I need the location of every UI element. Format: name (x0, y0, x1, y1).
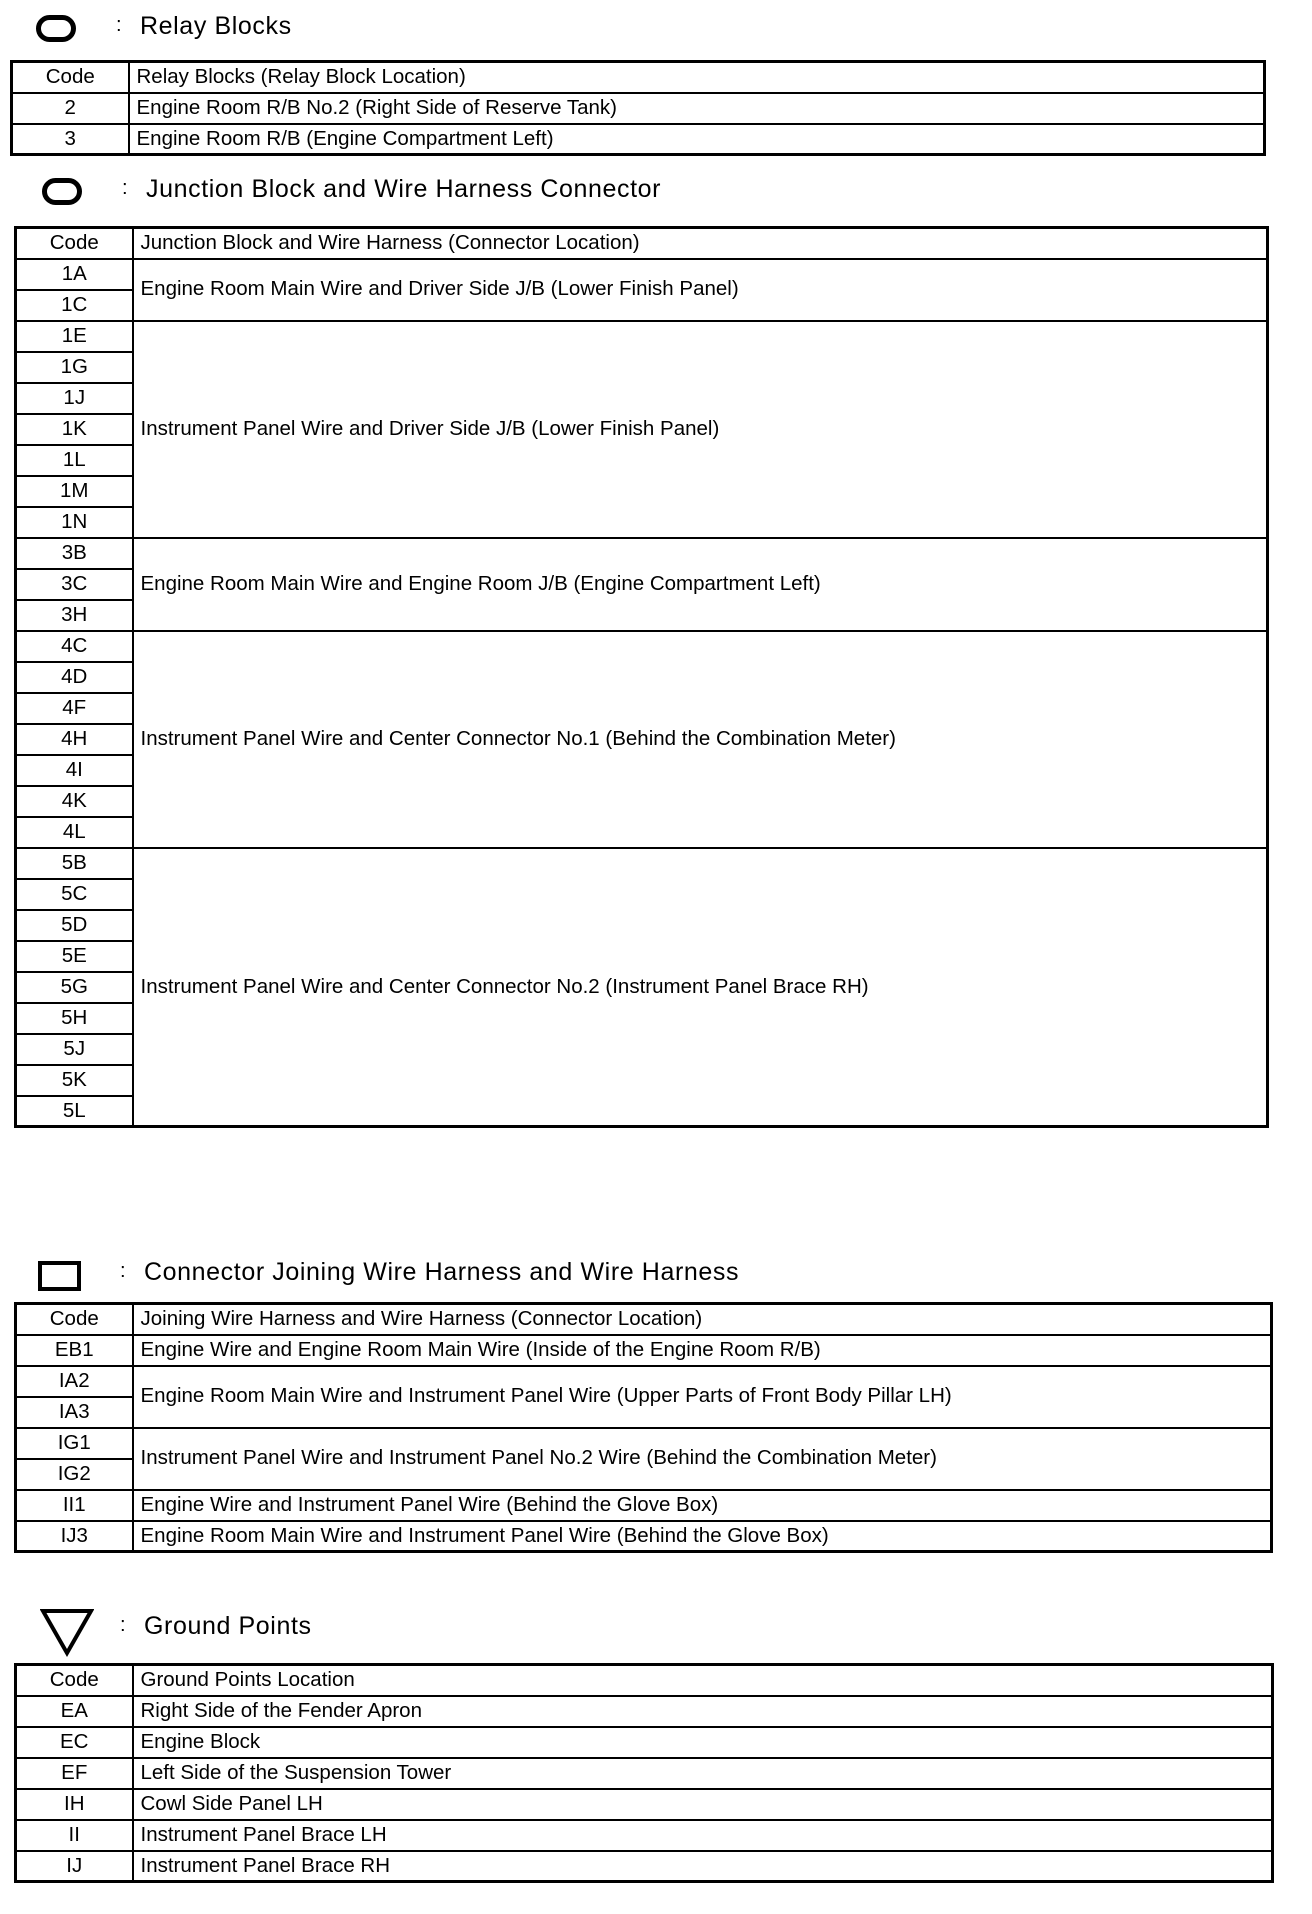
code-cell: 3 (12, 124, 129, 155)
table-row (16, 1758, 1273, 1789)
table-row (16, 321, 1268, 352)
code-cell: 5C (16, 879, 133, 910)
code-cell: 5E (16, 941, 133, 972)
location-cell: Engine Room R/B No.2 (Right Side of Reserve Tank) (129, 93, 1265, 124)
location-cell: Right Side of the Fender Apron (133, 1696, 1273, 1727)
ground-points-title: Ground Points (144, 1612, 312, 1640)
relay-blocks-heading (36, 12, 436, 52)
code-cell: IA2 (16, 1366, 133, 1397)
connector-joining-colon: : (120, 1260, 126, 1282)
code-cell: II1 (16, 1490, 133, 1521)
table-row (16, 259, 1268, 290)
table-row (16, 538, 1268, 569)
code-cell: 1C (16, 290, 133, 321)
code-cell: 4H (16, 724, 133, 755)
ground-triangle-icon (40, 1608, 94, 1658)
code-cell: 5G (16, 972, 133, 1003)
code-cell: 5K (16, 1065, 133, 1096)
location-cell: Left Side of the Suspension Tower (133, 1758, 1273, 1789)
code-cell: 1G (16, 352, 133, 383)
table-row (16, 631, 1268, 662)
location-cell: Engine Wire and Engine Room Main Wire (Inside of the Engine Room R/B) (133, 1335, 1272, 1366)
code-cell: 5D (16, 910, 133, 941)
table-row (16, 1696, 1273, 1727)
table-row (12, 93, 1265, 124)
code-cell: EA (16, 1696, 133, 1727)
code-cell: 1L (16, 445, 133, 476)
code-cell: IJ3 (16, 1521, 133, 1552)
code-cell: 1J (16, 383, 133, 414)
code-cell: II (16, 1820, 133, 1851)
table-header-row (16, 228, 1268, 259)
junction-block-heading (42, 175, 742, 215)
code-cell: 1M (16, 476, 133, 507)
code-cell: 3C (16, 569, 133, 600)
location-cell: Engine Room Main Wire and Instrument Panel Wire (Upper Parts of Front Body Pillar LH) (133, 1366, 1272, 1428)
table-header-row (12, 62, 1265, 93)
ground-points-colon: : (120, 1614, 126, 1636)
table-row (16, 848, 1268, 879)
table-row (16, 1521, 1272, 1552)
table-row (16, 1727, 1273, 1758)
code-cell: 2 (12, 93, 129, 124)
location-column-header: Relay Blocks (Relay Block Location) (129, 62, 1265, 93)
ground-points-heading (40, 1608, 440, 1658)
code-cell: IA3 (16, 1397, 133, 1428)
connector-rectangle-icon (38, 1261, 81, 1291)
code-cell: 4K (16, 786, 133, 817)
code-cell: 1N (16, 507, 133, 538)
code-cell: 3H (16, 600, 133, 631)
location-cell: Instrument Panel Wire and Instrument Panel No.2 Wire (Behind the Combination Meter) (133, 1428, 1272, 1490)
code-cell: 3B (16, 538, 133, 569)
code-cell: IG2 (16, 1459, 133, 1490)
code-cell: IG1 (16, 1428, 133, 1459)
code-column-header: Code (12, 62, 129, 93)
code-cell: EF (16, 1758, 133, 1789)
code-column-header: Code (16, 1304, 133, 1335)
connector-joining-table (14, 1302, 1273, 1553)
code-cell: IJ (16, 1851, 133, 1882)
code-cell: 5B (16, 848, 133, 879)
location-cell: Cowl Side Panel LH (133, 1789, 1273, 1820)
code-cell: 4L (16, 817, 133, 848)
code-cell: 4I (16, 755, 133, 786)
code-column-header: Code (16, 1665, 133, 1696)
junction-block-colon: : (122, 177, 128, 199)
location-column-header: Junction Block and Wire Harness (Connector Location) (133, 228, 1268, 259)
code-cell: 5J (16, 1034, 133, 1065)
junction-block-oval-icon (42, 178, 82, 205)
table-header-row (16, 1304, 1272, 1335)
location-column-header: Joining Wire Harness and Wire Harness (Connector Location) (133, 1304, 1272, 1335)
code-cell: 5H (16, 1003, 133, 1034)
connector-joining-title: Connector Joining Wire Harness and Wire Harness (144, 1258, 740, 1286)
table-row (16, 1366, 1272, 1397)
location-column-header: Ground Points Location (133, 1665, 1273, 1696)
code-cell: 4F (16, 693, 133, 724)
table-row (16, 1789, 1273, 1820)
junction-block-title: Junction Block and Wire Harness Connector (146, 175, 662, 203)
location-cell: Engine Wire and Instrument Panel Wire (Behind the Glove Box) (133, 1490, 1272, 1521)
location-cell: Instrument Panel Wire and Center Connector No.2 (Instrument Panel Brace RH) (133, 848, 1268, 1127)
code-cell: EB1 (16, 1335, 133, 1366)
code-cell: EC (16, 1727, 133, 1758)
location-cell: Instrument Panel Wire and Center Connector No.1 (Behind the Combination Meter) (133, 631, 1268, 848)
table-header-row (16, 1665, 1273, 1696)
relay-blocks-colon: : (116, 14, 122, 36)
table-row (16, 1428, 1272, 1459)
table-row (16, 1335, 1272, 1366)
code-cell: 4C (16, 631, 133, 662)
relay-blocks-title: Relay Blocks (140, 12, 292, 40)
code-cell: 1A (16, 259, 133, 290)
location-cell: Engine Room Main Wire and Driver Side J/B (Lower Finish Panel) (133, 259, 1268, 321)
location-cell: Engine Room R/B (Engine Compartment Left) (129, 124, 1265, 155)
relay-block-oval-icon (36, 15, 76, 42)
location-cell: Instrument Panel Brace RH (133, 1851, 1273, 1882)
ground-points-table (14, 1663, 1274, 1883)
code-cell: 1K (16, 414, 133, 445)
code-cell: 4D (16, 662, 133, 693)
table-row (16, 1490, 1272, 1521)
code-cell: 5L (16, 1096, 133, 1127)
code-cell: 1E (16, 321, 133, 352)
relay-blocks-table (10, 60, 1266, 156)
code-cell: IH (16, 1789, 133, 1820)
code-column-header: Code (16, 228, 133, 259)
location-cell: Engine Room Main Wire and Instrument Panel Wire (Behind the Glove Box) (133, 1521, 1272, 1552)
location-cell: Instrument Panel Wire and Driver Side J/B (Lower Finish Panel) (133, 321, 1268, 538)
table-row (16, 1820, 1273, 1851)
location-cell: Engine Room Main Wire and Engine Room J/B (Engine Compartment Left) (133, 538, 1268, 631)
table-row (16, 1851, 1273, 1882)
junction-block-table (14, 226, 1269, 1128)
location-cell: Instrument Panel Brace LH (133, 1820, 1273, 1851)
table-row (12, 124, 1265, 155)
location-cell: Engine Block (133, 1727, 1273, 1758)
connector-joining-heading (38, 1258, 798, 1298)
